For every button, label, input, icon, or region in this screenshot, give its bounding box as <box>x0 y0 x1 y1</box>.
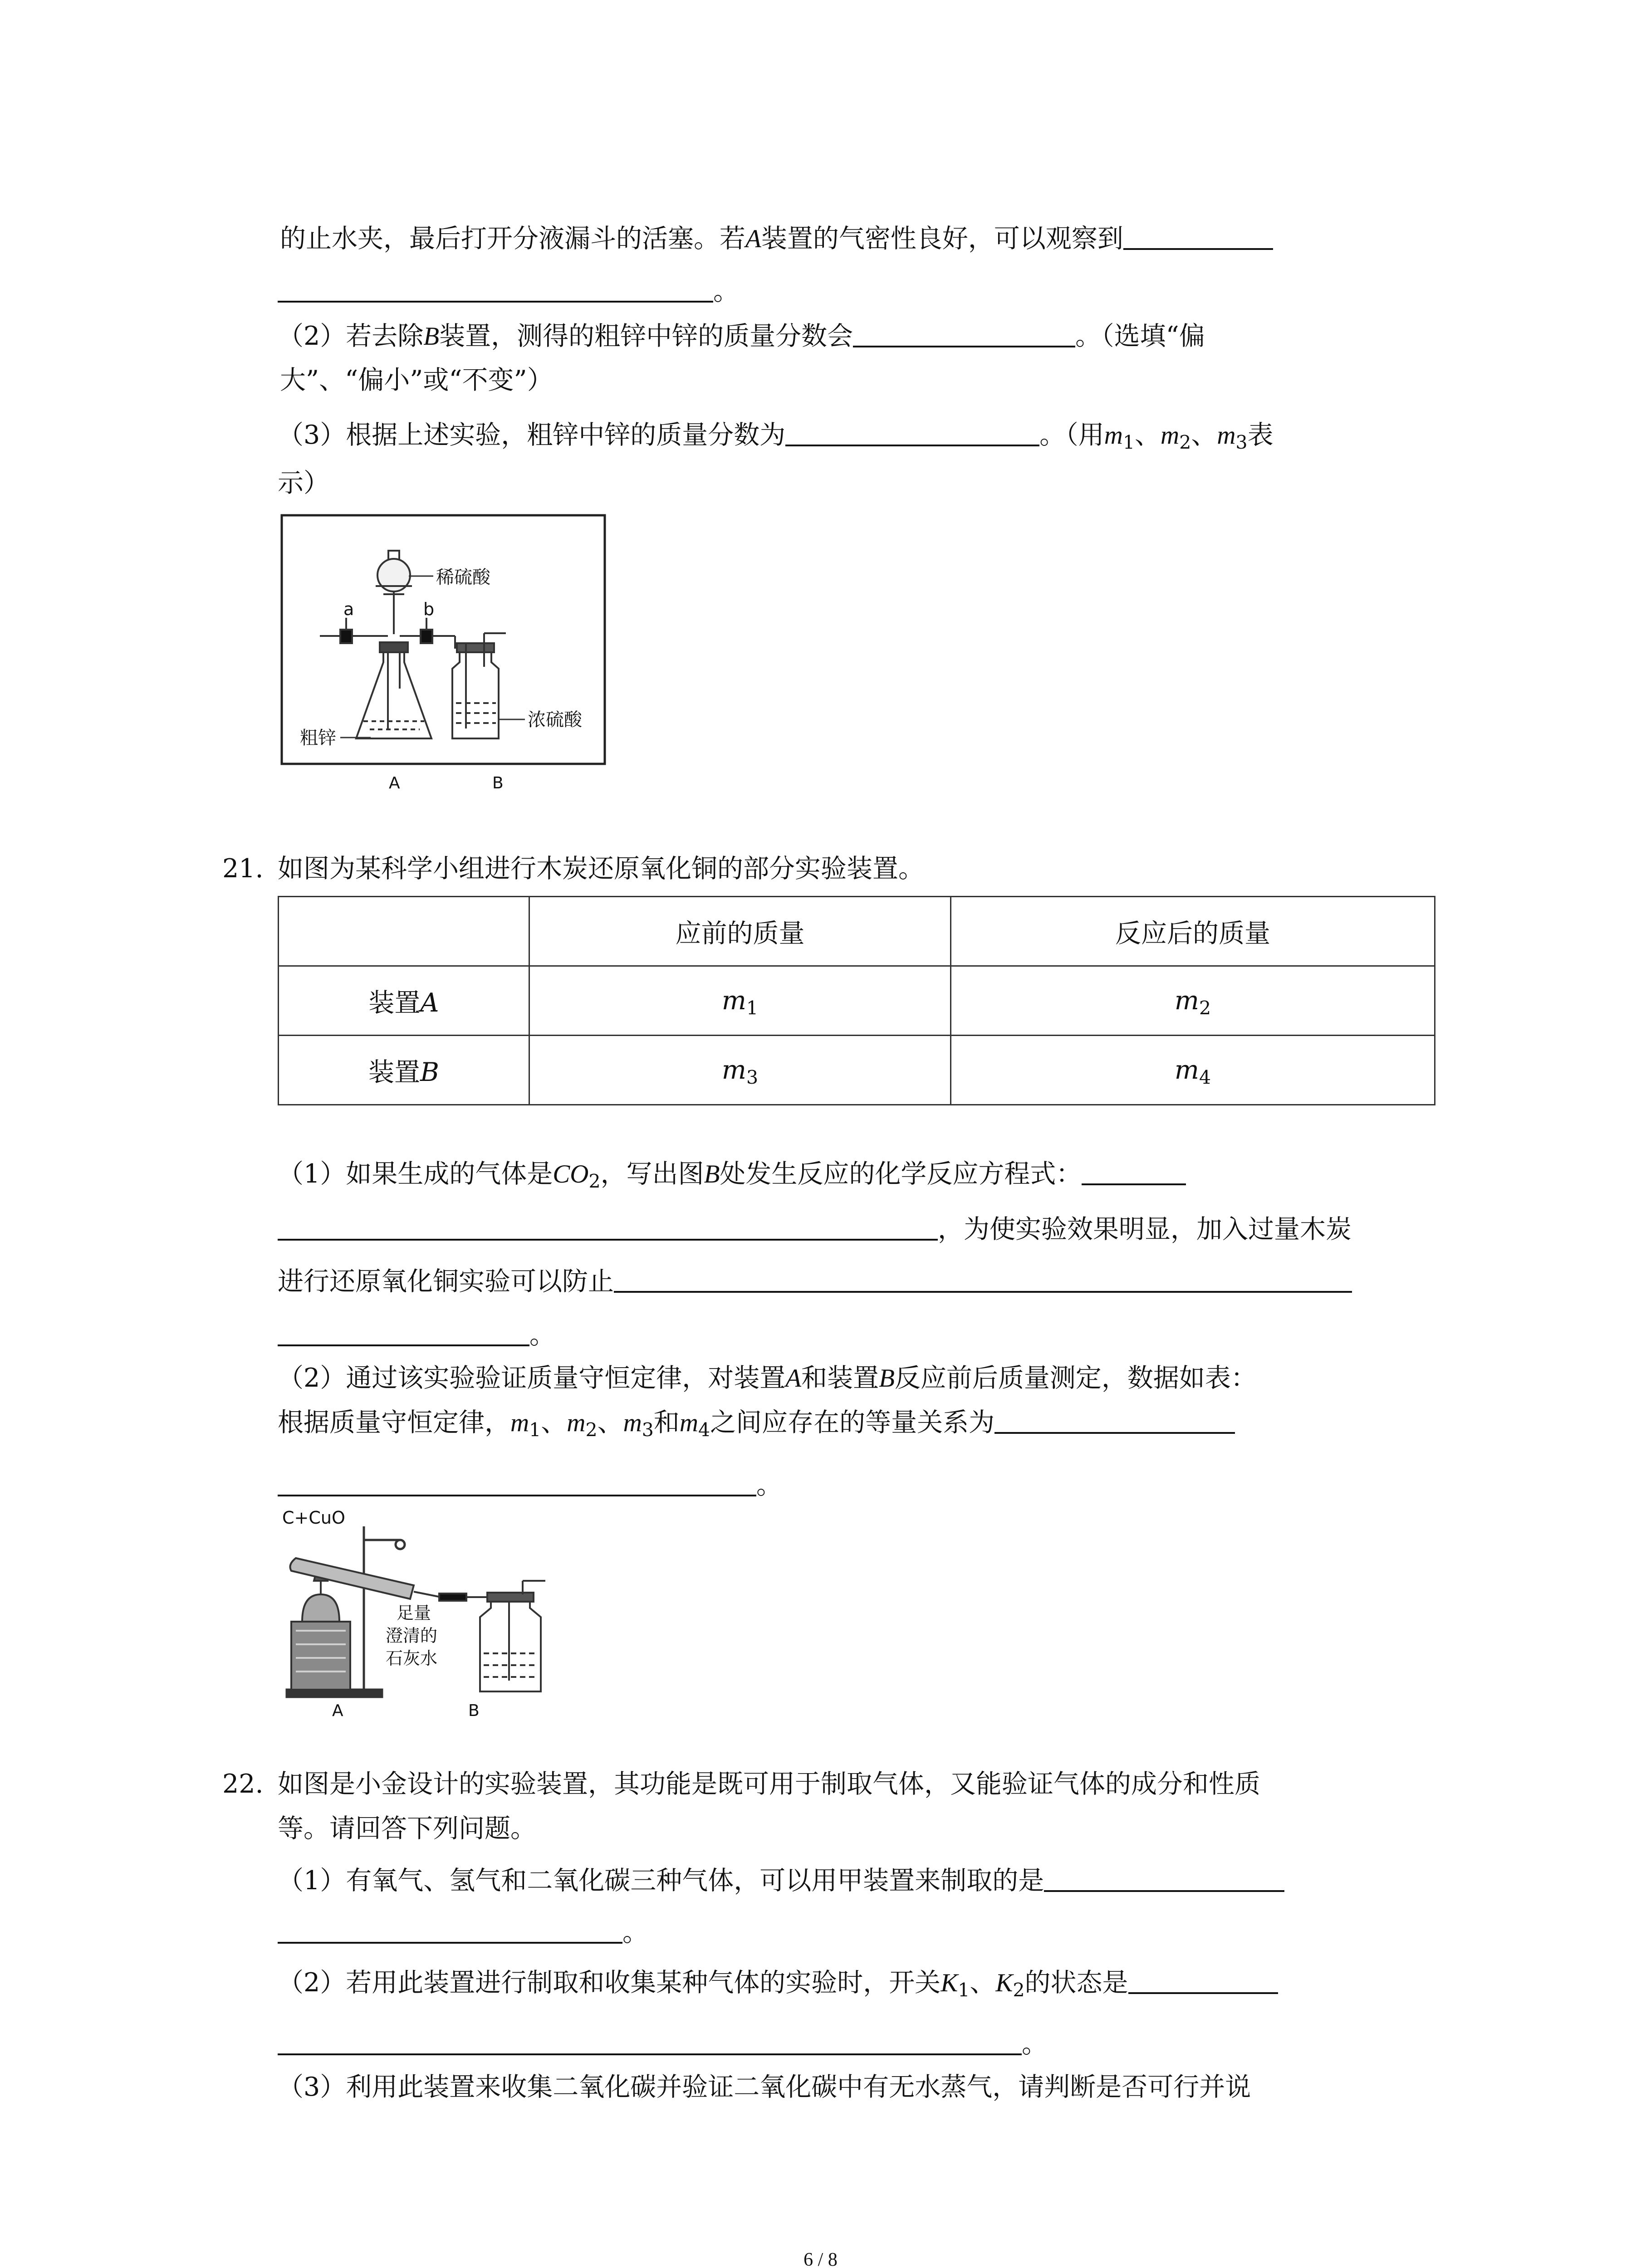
alcohol-lamp-icon <box>291 1567 350 1690</box>
q22-answer-blank-2b[interactable] <box>278 2026 1022 2055</box>
mass-data-table <box>278 896 1435 1105</box>
q22-part3-line-1: （3）利用此装置来收集二氧化碳并验证二氧化碳中有无水蒸气，请判断是否可行并说 <box>278 2072 1251 2102</box>
table-cell: $m_3$ <box>529 1036 951 1105</box>
q21-part1-line-1: （1）如果生成的气体是$CO_2$，写出图B处发生反应的化学反应方程式： <box>278 1156 1186 1193</box>
caption-b: B <box>492 774 504 792</box>
q21-stem: 21. 如图为某科学小组进行木炭还原氧化铜的部分实验装置。 <box>222 850 924 887</box>
q22-number: 22. <box>222 1769 264 1799</box>
wash-bottle-icon <box>452 633 506 738</box>
conical-flask-icon <box>356 642 431 738</box>
q20-line-1: 的止水夹，最后打开分液漏斗的活塞。若A装置的气密性良好，可以观察到 <box>280 220 1273 257</box>
zinc-acid-apparatus-figure <box>279 513 610 803</box>
label-limewater: 石灰水 <box>386 1648 438 1668</box>
label-conc-sulfuric-acid: 浓硫酸 <box>528 709 582 730</box>
caption-b: B <box>468 1701 480 1720</box>
caption-a: A <box>332 1701 343 1720</box>
q21-part1-line-2: ，为使实验效果明显，加入过量木炭 <box>278 1211 1352 1247</box>
caption-a: A <box>389 774 400 792</box>
q20-line-2: 。 <box>278 273 739 309</box>
q21-part2-line-1: （2）通过该实验验证质量守恒定律，对装置A和装置B反应前后质量测定，数据如表： <box>278 1363 1257 1393</box>
label-clamp-b: b <box>423 599 435 619</box>
q21-answer-blank-3[interactable] <box>994 1405 1235 1434</box>
table-cell: $m_1$ <box>529 966 951 1036</box>
q22-part1-line-1: （1）有氧气、氢气和二氧化碳三种气体，可以用甲装置来制取的是 <box>278 1862 1284 1899</box>
q21-answer-blank-1b[interactable] <box>278 1212 938 1241</box>
separatory-funnel-icon <box>376 551 412 634</box>
table-header-row <box>279 897 1435 966</box>
q22-stem-line-1: 22. 如图是小金设计的实验装置，其功能是既可用于制取气体，又能验证气体的成分和性质 <box>222 1766 1260 1802</box>
table-cell: $m_2$ <box>951 966 1435 1036</box>
q21-number: 21. <box>222 854 264 884</box>
q20-part2-line-1: （2）若去除B装置，测得的粗锌中锌的质量分数会 。（选填“偏 <box>278 318 1205 355</box>
q22-part2-line-1: （2）若用此装置进行制取和收集某种气体的实验时，开关$K_1$、$K_2$的状态是 <box>278 1965 1278 2001</box>
q21-part1-line-4: 。 <box>278 1317 555 1353</box>
q21-answer-blank-2[interactable] <box>614 1264 1352 1293</box>
limewater-bottle-icon <box>480 1581 545 1691</box>
q20-part2-line-2: 大”、“偏小”或“不变”） <box>280 365 553 395</box>
table-header-cell: 反应后的质量 <box>951 897 1435 966</box>
label-clamp-a: a <box>343 599 354 619</box>
table-row <box>279 1036 1435 1105</box>
label-clear: 澄清的 <box>386 1626 438 1646</box>
q21-answer-blank-2b[interactable] <box>278 1317 529 1346</box>
table-cell: 装置A <box>279 966 529 1036</box>
q22-part1-line-2: 。 <box>278 1914 648 1950</box>
table-cell: 装置B <box>279 1036 529 1105</box>
charcoal-reduction-apparatus-figure <box>278 1508 559 1726</box>
q21-part2-line-3: 。 <box>278 1467 782 1503</box>
table-header-cell: 应前的质量 <box>529 897 951 966</box>
q22-answer-blank-1b[interactable] <box>278 1915 622 1944</box>
q20-answer-blank-3[interactable] <box>785 417 1039 446</box>
label-reagent: C+CuO <box>282 1508 345 1528</box>
q22-part2-line-2: 。 <box>278 2026 1048 2062</box>
q21-part1-line-3: 进行还原氧化铜实验可以防止 <box>278 1263 1352 1300</box>
label-sufficient: 足量 <box>397 1603 431 1623</box>
q21-answer-blank-3b[interactable] <box>278 1467 756 1496</box>
q21-answer-blank-1[interactable] <box>1082 1156 1186 1185</box>
clamp-a-icon <box>320 618 388 643</box>
page-number: 6 / 8 <box>803 2249 838 2268</box>
q20-part3-line-2: 示） <box>278 468 329 498</box>
q20-part3-line-1: （3）根据上述实验，粗锌中锌的质量分数为 。（用$m_1$、$m_2$、$m_3$表 <box>278 417 1274 454</box>
q20-answer-blank-1[interactable] <box>1123 221 1273 250</box>
q22-answer-blank-2[interactable] <box>1128 1965 1278 1994</box>
label-crude-zinc: 粗锌 <box>300 728 336 748</box>
q20-answer-blank-1b[interactable] <box>278 274 713 303</box>
q20-answer-blank-2[interactable] <box>853 318 1075 347</box>
table-cell: $m_4$ <box>951 1036 1435 1105</box>
q22-answer-blank-1[interactable] <box>1044 1863 1284 1892</box>
table-header-cell <box>279 897 529 966</box>
label-dilute-sulfuric-acid: 稀硫酸 <box>436 567 490 588</box>
q22-stem-line-2: 等。请回答下列问题。 <box>278 1813 536 1843</box>
table-row <box>279 966 1435 1036</box>
q21-part2-line-2: 根据质量守恒定律，$m_1$、$m_2$、$m_3$和$m_4$之间应存在的等量关系为 <box>278 1404 1235 1441</box>
